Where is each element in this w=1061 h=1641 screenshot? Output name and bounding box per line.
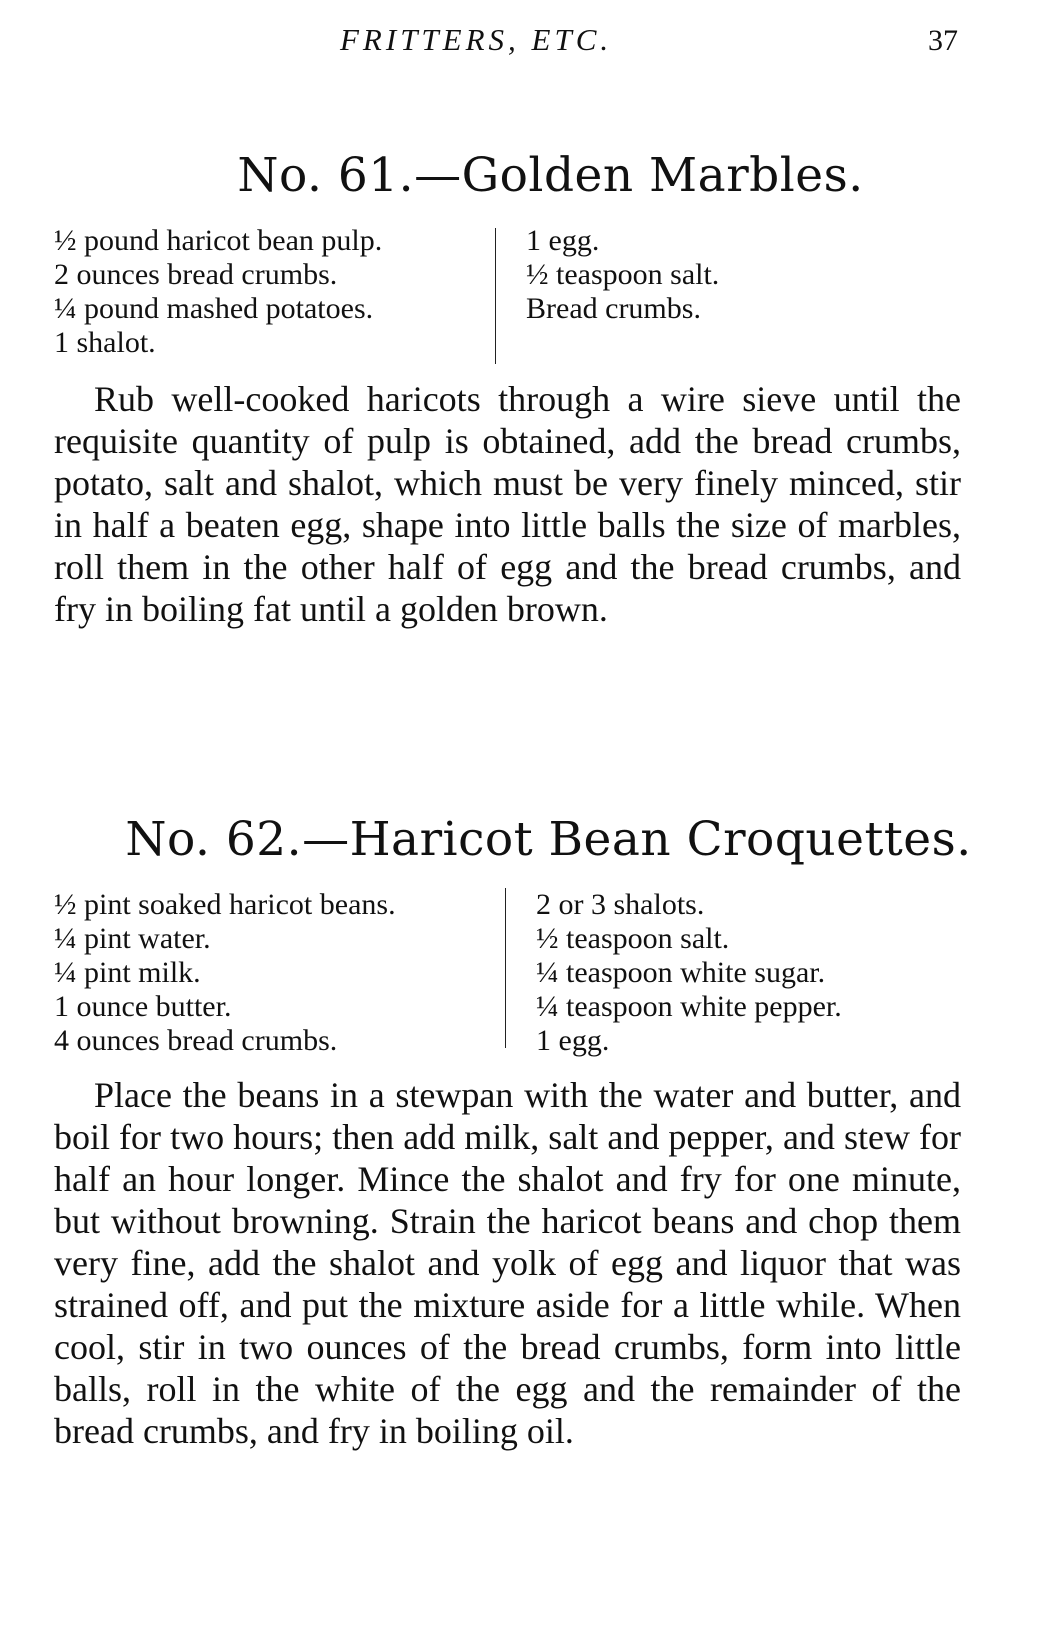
ingredient-item: 1 shalot. [54,326,156,359]
ingredient-item: 4 ounces bread crumbs. [54,1024,338,1057]
ingredients-column-left [54,888,505,1058]
ingredient-item: ½ pound haricot bean pulp. [54,224,383,257]
ingredient-item: 2 ounces bread crumbs. [54,258,338,291]
ingredient-item: 1 egg. [526,224,600,257]
page-header [0,18,1061,68]
ingredient-item: ¼ pint milk. [54,956,201,989]
recipe-method-61: Rub well-cooked haricots through a wire sieve until the requisite quantity of pulp is obtained, add the bread crumbs, potato, salt and shalot, which must be very finely minced, stir in half a beaten egg, shape into little balls the size of marbles, roll them in the other half of egg and the bread crumbs, and fry in boiling fat until a golden brown. [54,379,961,629]
page-number: 37 [928,24,958,57]
ingredients-list-61 [54,224,719,364]
ingredient-item: Bread crumbs. [526,292,701,325]
ingredient-item: ¼ pound mashed potatoes. [54,292,374,325]
ingredients-column-left [54,224,495,364]
ingredient-item: ¼ teaspoon white pepper. [536,990,842,1023]
ingredient-item: 1 ounce butter. [54,990,232,1023]
ingredient-item: ½ teaspoon salt. [526,258,720,291]
recipe-title-61: No. 61.—Golden Marbles. [237,148,864,203]
ingredient-item: ½ teaspoon salt. [536,922,730,955]
ingredients-column-right [506,888,842,1058]
ingredients-column-right [496,224,719,364]
ingredient-item: ½ pint soaked haricot beans. [54,888,396,921]
ingredients-list-62 [54,888,842,1058]
ingredient-item: ¼ teaspoon white sugar. [536,956,826,989]
ingredient-item: 2 or 3 shalots. [536,888,705,921]
ingredient-item: ¼ pint water. [54,922,211,955]
recipe-method-62: Place the beans in a stewpan with the water and butter, and boil for two hours; then add milk, salt and pepper, and stew for half an hour longer. Mince the shalot and fry for one minute, but without browning. Strain the haricot beans and chop them very fine, add the shalot and yolk of egg and liquor that was strained off, and put the mixture aside for a little while. When cool, stir in two ounces of the bread crumbs, form into little balls, roll in the white of the egg and the remainder of the bread crumbs, and fry in boiling oil. [54,1075,961,1451]
ingredient-item: 1 egg. [536,1024,610,1057]
running-head: FRITTERS, ETC. [340,22,613,57]
recipe-title-62: No. 62.—Haricot Bean Croquettes. [125,812,972,867]
